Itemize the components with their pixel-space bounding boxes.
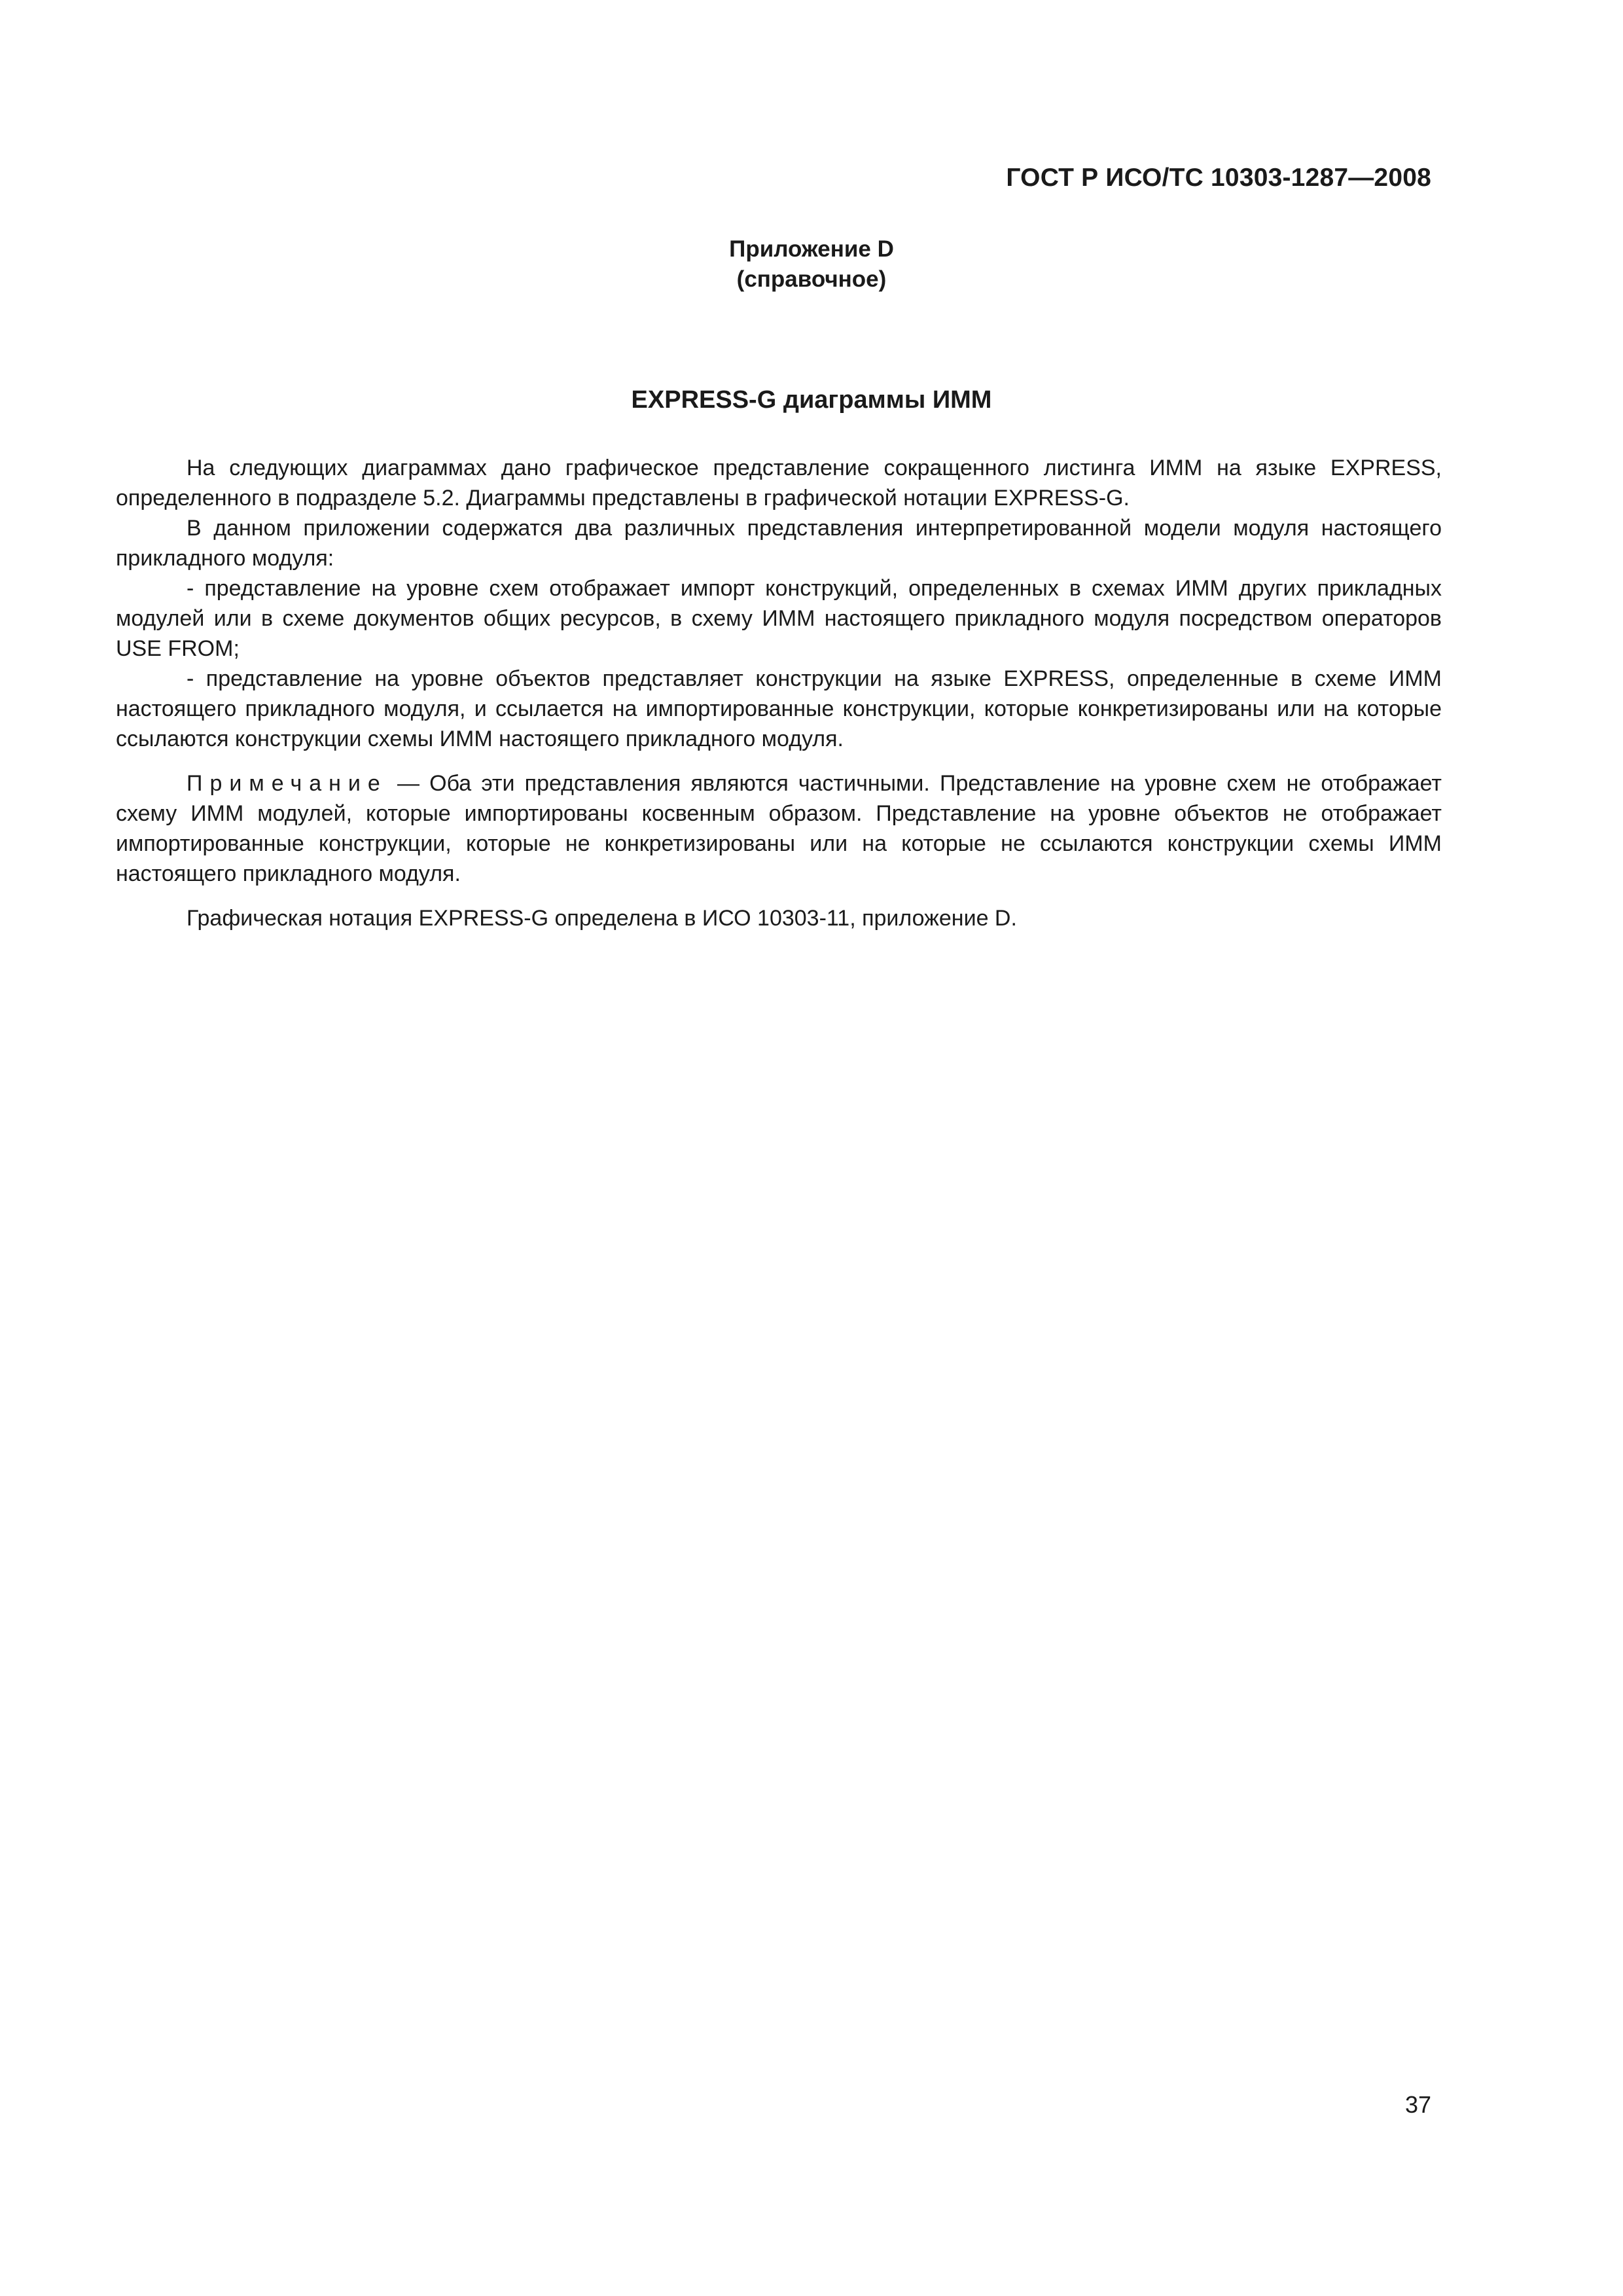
paragraph-notation: Графическая нотация EXPRESS-G определена в ИСО 10303-11, приложение D. bbox=[187, 906, 1017, 931]
paragraph-entity-level: - представление на уровне объектов представляет конструкции на языке EXPRESS, определенные в схеме ИММ настоящего прикладного модуля, и ссылается на импортированные конструкции, которые конкретизированы или на которые ссылаются конструкции схемы ИММ настоящего прикладного модуля. bbox=[116, 666, 1442, 751]
note-text: — Оба эти представления являются частичными. Представление на уровне схем не отображает схему ИММ модулей, которые импортированы косвенным образом. Представление на уровне объектов не отображает импортированные конструкции, которые не конкретизированы или на которые не ссылаются конструкции схемы ИММ настоящего прикладного модуля. bbox=[116, 771, 1442, 886]
note-label: Примечание bbox=[187, 771, 387, 796]
paragraph-representations: В данном приложении содержатся два различных представления интерпретированной модели модуля настоящего прикладного модуля: bbox=[116, 516, 1442, 571]
annex-status: (справочное) bbox=[736, 266, 887, 292]
body-text bbox=[116, 453, 1442, 933]
paragraph-schema-level: - представление на уровне схем отображает импорт конструкций, определенных в схемах ИММ других прикладных модулей или в схеме документов общих ресурсов, в схему ИММ настоящего прикладного модуля посредством операторов USE FROM; bbox=[116, 576, 1442, 661]
note-paragraph bbox=[116, 768, 1442, 889]
section-title: EXPRESS-G диаграммы ИММ bbox=[631, 386, 992, 414]
page-number: 37 bbox=[1404, 2091, 1431, 2118]
annex-title: Приложение D bbox=[729, 236, 894, 262]
annex-heading bbox=[0, 234, 1623, 295]
paragraph-intro: На следующих диаграммах дано графическое представление сокращенного листинга ИММ на языке EXPRESS, определенного в подразделе 5.2. Диаграммы представлены в графической нотации EXPRESS-G. bbox=[116, 456, 1442, 511]
document-code: ГОСТ Р ИСО/ТС 10303-1287—2008 bbox=[1006, 164, 1431, 192]
